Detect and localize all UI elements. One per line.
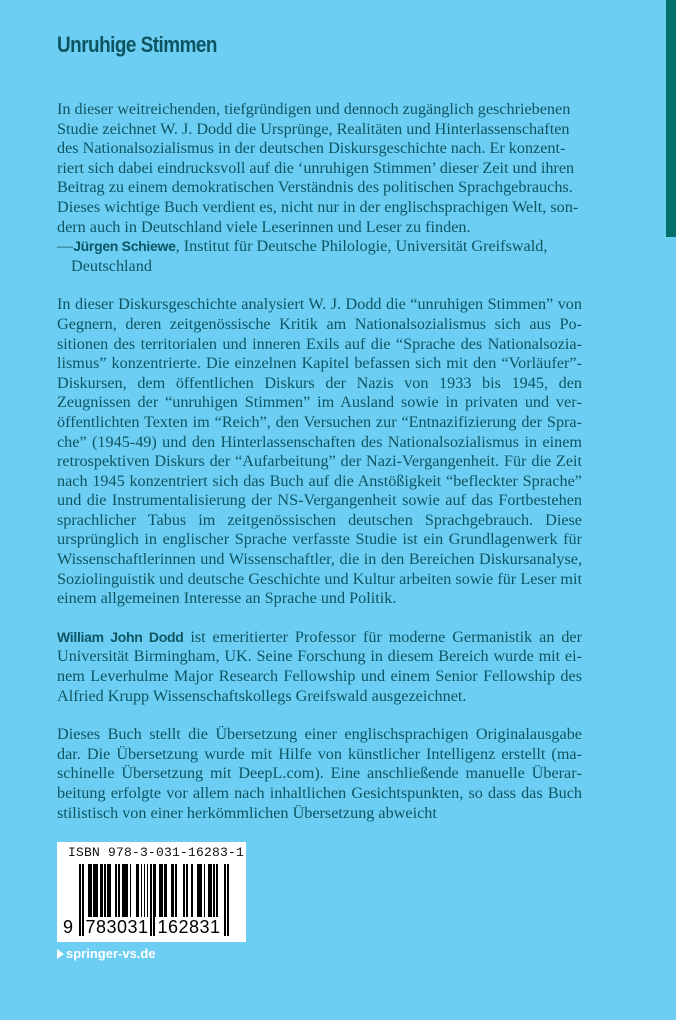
ean-left-digits: 783031	[85, 917, 149, 937]
isbn-barcode	[57, 842, 246, 942]
endorsement-quote: In dieser weitreichenden, tiefgründigen und dennoch zugänglich geschriebenen Studie zeichnet W. J. Dodd die Ursprünge, Realitäten und Hinterlassenschaften des Nationalsozialismus in der deutschen Diskursgeschichte nach. Er konzentriert sich dabei eindrucksvoll auf die ‘unruhigen Stimmen’ dieser Zeit und ihren Beitrag zu einem demokratischen Verständnis des politischen Sprachgebrauchs. Dieses wichtige Buch verdient es, nicht nur in der englischsprachigen Welt, sondern auch in Deutschland viele Leserinnen und Leser zu finden.	[57, 100, 579, 236]
book-description: In dieser Diskursgeschichte analysiert W. J. Dodd die “unruhigen Stimmen” von Gegnern, deren zeitgenössische Kritik am Nationalsozialismus sich aus Positionen des territorialen und inneren Exils auf die “Sprache des Nationalsozialismus” konzentrierte. Die einzelnen Kapitel befassen sich mit den “Vorläufer”-Diskursen, dem öffentlichen Diskurs der Nazis von 1933 bis 1945, den Zeugnissen der “unruhigen Stimmen” im Ausland sowie in privaten und veröffentlichten Texten im “Reich”, den Versuchen zur “Entnazifizierung der Sprache” (1945-49) und den Hinterlassenschaften des Nationalsozialismus in einem retrospektiven Diskurs der “Aufarbeitung” der Nazi-Vergangenheit. Für die Zeit nach 1945 konzentriert sich das Buch auf die Anstößigkeit “befleckter Sprache” und die Instrumentalisierung der NS-Vergangenheit sowie auf das Fortbestehen sprachlicher Tabus im zeitgenössischen deutschen Sprachgebrauch. Diese ursprünglich in englischer Sprache verfasste Studie ist ein Grundlagenwerk für Wissenschaftlerinnen und Wissenschaftler, die in den Bereichen Diskursanalyse, Soziolinguistik und deutsche Geschichte und Kultur arbeiten sowie für Leser mit einem allgemeinen Interesse an Sprache und Politik.	[57, 295, 582, 608]
translation-note: Dieses Buch stellt die Übersetzung einer englischsprachigen Originalausgabe dar. Die Übersetzung wurde mit Hilfe von künstlicher Intelligenz erstellt (maschinelle Übersetzung mit DeepL.com). Eine anschließende manuelle Überarbeitung erfolgte vor allem nach inhaltlichen Gesichtspunkten, so dass das Buch stilistisch von einer herkömmlichen Übersetzung abweicht	[57, 725, 582, 822]
back-cover-text	[57, 100, 582, 823]
endorser-affiliation: , Institut für Deutsche Philologie, Universität Greifswald, Deutschland	[71, 237, 548, 275]
triangle-arrow-icon	[57, 949, 64, 959]
book-title: Unruhige Stimmen	[57, 32, 217, 57]
publisher-url: springer-vs.de	[66, 946, 156, 961]
attribution-dash: —	[57, 237, 74, 256]
author-name: William John Dodd	[57, 628, 184, 645]
ean-first-digit: 9	[63, 917, 74, 937]
spine-color-strip	[666, 0, 676, 237]
author-bio-text: ist emeritierter Professor für moderne Germanistik an der Universität Birmingham, UK. Seine Forschung in diesem Bereich wurde mit einem Leverhulme Major Research Fellowship und einem Senior Fellowship des Alfried Krupp Wissenschaftskollegs Greifswald ausgezeichnet.	[57, 627, 582, 705]
endorser-name: Jürgen Schiewe	[73, 238, 176, 255]
author-bio	[57, 628, 582, 706]
publisher-website-link[interactable]	[57, 946, 156, 961]
endorsement-attribution	[57, 237, 582, 276]
ean-right-digits: 162831	[155, 917, 223, 938]
isbn-label: ISBN 978-3-031-16283-1	[68, 845, 245, 860]
